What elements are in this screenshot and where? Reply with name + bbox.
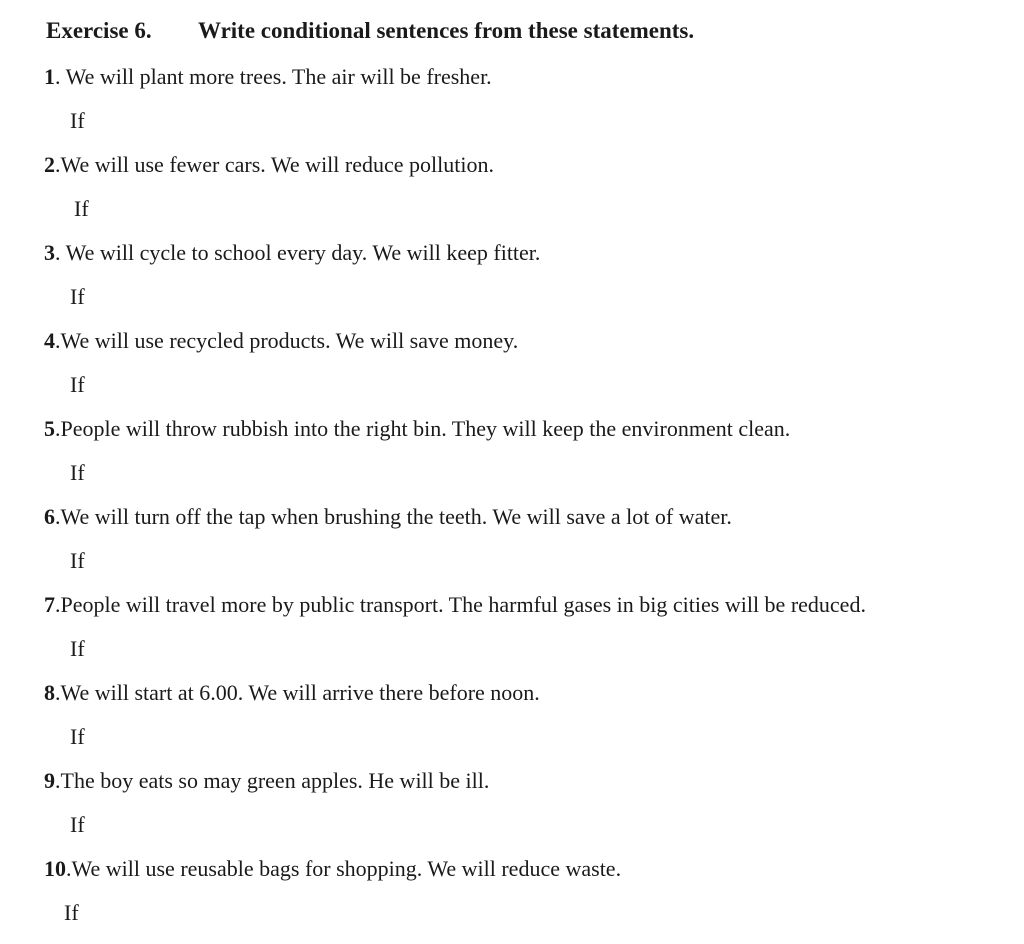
item-sentence: People will throw rubbish into the right bin. They will keep the environment clean. [60,416,791,441]
item-separator: . [66,856,72,881]
item-number: 6 [44,504,55,529]
item-separator: . [55,152,61,177]
exercise-header [46,18,694,44]
item-sentence: We will use reusable bags for shopping. We will reduce waste. [71,856,622,881]
item-sentence: We will cycle to school every day. We will keep fitter. [65,240,541,265]
exercise-item-2 [44,152,494,178]
answer-line-9[interactable]: If [70,812,85,837]
exercise-item-8 [44,680,540,706]
item-separator: . [55,768,61,793]
item-number: 4 [44,328,55,353]
item-sentence: We will turn off the tap when brushing the teeth. We will save a lot of water. [60,504,732,529]
item-number: 9 [44,768,55,793]
item-sentence: We will start at 6.00. We will arrive there before noon. [60,680,540,705]
exercise-item-7 [44,592,866,618]
exercise-number: Exercise 6. [46,18,152,43]
item-number: 2 [44,152,55,177]
item-sentence: We will plant more trees. The air will be fresher. [65,64,492,89]
item-number: 3 [44,240,55,265]
item-separator: . [55,680,61,705]
answer-line-10[interactable]: If [64,900,79,925]
item-separator: . [55,240,66,265]
exercise-item-4 [44,328,518,354]
item-separator: . [55,416,61,441]
exercise-instruction: Write conditional sentences from these statements. [198,18,695,43]
item-separator: . [55,592,61,617]
item-sentence: We will use fewer cars. We will reduce pollution. [60,152,494,177]
answer-line-6[interactable]: If [70,548,85,573]
item-separator: . [55,64,66,89]
answer-line-3[interactable]: If [70,284,85,309]
item-number: 8 [44,680,55,705]
item-number: 5 [44,416,55,441]
exercise-item-9 [44,768,489,794]
answer-line-8[interactable]: If [70,724,85,749]
item-sentence: We will use recycled products. We will save money. [60,328,519,353]
answer-line-2[interactable]: If [74,196,89,221]
exercise-item-5 [44,416,790,442]
item-sentence: The boy eats so may green apples. He will be ill. [60,768,490,793]
answer-line-5[interactable]: If [70,460,85,485]
item-separator: . [55,328,61,353]
exercise-item-6 [44,504,732,530]
item-sentence: People will travel more by public transport. The harmful gases in big cities will be reduced. [60,592,866,617]
answer-line-7[interactable]: If [70,636,85,661]
exercise-item-10 [44,856,621,882]
answer-line-4[interactable]: If [70,372,85,397]
item-separator: . [55,504,61,529]
answer-line-1[interactable]: If [70,108,85,133]
item-number: 10 [44,856,66,881]
exercise-item-3 [44,240,540,266]
exercise-item-1 [44,64,492,90]
item-number: 1 [44,64,55,89]
item-number: 7 [44,592,55,617]
